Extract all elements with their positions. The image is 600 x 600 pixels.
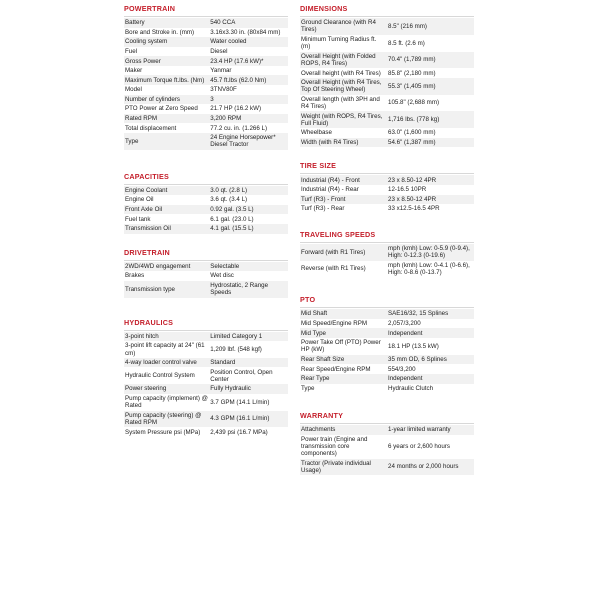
spec-row [124, 427, 288, 437]
spec-row [124, 18, 288, 28]
spec-label: Width (with R4 Tires) [300, 138, 387, 148]
spec-label: Battery [124, 18, 209, 28]
spec-label: Overall Height (with Folded ROPS, R4 Tires) [300, 52, 387, 69]
spec-value: 3.6 qt. (3.4 L) [209, 195, 288, 205]
spec-row [300, 309, 474, 319]
section-tire-size [300, 161, 474, 213]
spec-label: 4-way loader control valve [124, 358, 209, 368]
spec-row [300, 261, 474, 278]
spec-row [300, 204, 474, 214]
spec-label: Industrial (R4) - Front [300, 175, 387, 185]
section-pto [300, 295, 474, 393]
spec-value: 77.2 cu. in. (1.266 L) [209, 123, 288, 133]
section-capacities [124, 172, 288, 234]
section-title: CAPACITIES [124, 172, 288, 185]
spec-row [300, 364, 474, 374]
spec-label: Mid Type [300, 328, 387, 338]
spec-row [124, 384, 288, 394]
section-title: PTO [300, 295, 474, 308]
spec-row [300, 111, 474, 128]
spec-label: Total displacement [124, 123, 209, 133]
spec-label: Overall height (with R4 Tires) [300, 68, 387, 78]
spec-row [124, 47, 288, 57]
spec-label: Mid Speed/Engine RPM [300, 319, 387, 329]
spec-label: Turf (R3) - Front [300, 195, 387, 205]
spec-row [300, 338, 474, 355]
spec-label: Mid Shaft [300, 309, 387, 319]
spec-row [300, 319, 474, 329]
spec-value: 12-16.5 10PR [387, 185, 474, 195]
spec-label: Overall length (with 3PH and R4 Tires) [300, 95, 387, 112]
spec-value: SAE16/32, 15 Splines [387, 309, 474, 319]
spec-value: 85.8" (2,180 mm) [387, 68, 474, 78]
spec-label: Rear Type [300, 374, 387, 384]
spec-row [300, 175, 474, 185]
spec-label: Fuel [124, 47, 209, 57]
spec-row [124, 271, 288, 281]
spec-row [300, 185, 474, 195]
spec-label: Hydraulic Control System [124, 367, 209, 384]
spec-row [300, 78, 474, 95]
spec-value: Water cooled [209, 37, 288, 47]
spec-label: Rated RPM [124, 114, 209, 124]
spec-value: 2,439 psi (16.7 MPa) [209, 427, 288, 437]
spec-label: Power Take Off (PTO) Power HP (kW) [300, 338, 387, 355]
spec-label: Fuel tank [124, 214, 209, 224]
spec-row [124, 133, 288, 150]
spec-row [124, 85, 288, 95]
spec-value: 1,209 lbf. (548 kgf) [209, 341, 288, 358]
spec-label: PTO Power at Zero Speed [124, 104, 209, 114]
spec-value: 540 CCA [209, 18, 288, 28]
spec-label: Gross Power [124, 56, 209, 66]
spec-label: Transmission Oil [124, 224, 209, 234]
spec-label: 3-point lift capacity at 24" (61 cm) [124, 341, 209, 358]
spec-label: Forward (with R1 Tires) [300, 244, 387, 261]
spec-table [124, 262, 288, 298]
spec-row [300, 384, 474, 394]
spec-value: 23 x 8.50-12 4PR [387, 175, 474, 185]
spec-row [124, 341, 288, 358]
spec-row [300, 138, 474, 148]
spec-row [300, 374, 474, 384]
spec-value: Hydraulic Clutch [387, 384, 474, 394]
spec-label: Attachments [300, 425, 387, 435]
spec-value: Selectable [209, 262, 288, 272]
section-title: DIMENSIONS [300, 4, 474, 17]
spec-row [124, 104, 288, 114]
spec-row [124, 367, 288, 384]
spec-value: 3.16x3.30 in. (80x84 mm) [209, 28, 288, 38]
spec-label: 3-point hitch [124, 332, 209, 342]
spec-value: Independent [387, 374, 474, 384]
spec-table [300, 244, 474, 278]
spec-table [124, 332, 288, 437]
spec-value: 70.4" (1,789 mm) [387, 52, 474, 69]
spec-label: Brakes [124, 271, 209, 281]
section-dimensions [300, 4, 474, 147]
spec-row [124, 281, 288, 298]
spec-value: 2,057/3,200 [387, 319, 474, 329]
spec-label: Industrial (R4) - Rear [300, 185, 387, 195]
spec-value: mph (kmh) Low: 0-4.1 (0-6.6), High: 0-8.6 (0-13.7) [387, 261, 474, 278]
spec-row [124, 358, 288, 368]
spec-value: 554/3,200 [387, 364, 474, 374]
spec-value: 18.1 HP (13.5 kW) [387, 338, 474, 355]
spec-value: Fully Hydraulic [209, 384, 288, 394]
spec-row [124, 114, 288, 124]
spec-label: Wheelbase [300, 128, 387, 138]
spec-value: 3,200 RPM [209, 114, 288, 124]
spec-row [300, 355, 474, 365]
spec-table [300, 425, 474, 475]
spec-value: 8.5" (216 mm) [387, 18, 474, 35]
spec-row [124, 186, 288, 196]
spec-value: Wet disc [209, 271, 288, 281]
spec-label: Bore and Stroke in. (mm) [124, 28, 209, 38]
spec-row [124, 214, 288, 224]
spec-row [124, 332, 288, 342]
spec-value: 6 years or 2,600 hours [387, 435, 474, 459]
spec-value: 35 mm OD, 6 Splines [387, 355, 474, 365]
spec-value: Diesel [209, 47, 288, 57]
spec-label: Minimum Turning Radius ft. (m) [300, 35, 387, 52]
spec-label: Engine Oil [124, 195, 209, 205]
spec-value: 1,716 lbs. (778 kg) [387, 111, 474, 128]
spec-value: 23 x 8.50-12 4PR [387, 195, 474, 205]
spec-row [124, 394, 288, 411]
spec-table [124, 18, 288, 150]
spec-value: Standard [209, 358, 288, 368]
spec-row [300, 18, 474, 35]
section-title: HYDRAULICS [124, 318, 288, 331]
spec-label: System Pressure psi (MPa) [124, 427, 209, 437]
spec-row [124, 195, 288, 205]
section-hydraulics [124, 318, 288, 437]
spec-value: 0.92 gal. (3.5 L) [209, 205, 288, 215]
spec-value: 55.3" (1,405 mm) [387, 78, 474, 95]
spec-row [300, 425, 474, 435]
section-title: WARRANTY [300, 411, 474, 424]
spec-label: Power steering [124, 384, 209, 394]
spec-label: Turf (R3) - Rear [300, 204, 387, 214]
section-warranty [300, 411, 474, 475]
spec-label: Type [124, 133, 209, 150]
spec-value: Independent [387, 328, 474, 338]
spec-label: Type [300, 384, 387, 394]
spec-value: 3.0 qt. (2.8 L) [209, 186, 288, 196]
spec-label: Maximum Torque ft.lbs. (Nm) [124, 75, 209, 85]
spec-row [124, 28, 288, 38]
section-drivetrain [124, 248, 288, 298]
spec-row [300, 195, 474, 205]
spec-label: Pump capacity (steering) @ Rated RPM [124, 411, 209, 428]
spec-label: Reverse (with R1 Tires) [300, 261, 387, 278]
spec-label: Transmission type [124, 281, 209, 298]
spec-value: Hydrostatic, 2 Range Speeds [209, 281, 288, 298]
section-title: DRIVETRAIN [124, 248, 288, 261]
spec-row [300, 435, 474, 459]
spec-row [124, 95, 288, 105]
spec-row [124, 123, 288, 133]
spec-value: 1-year limited warranty [387, 425, 474, 435]
spec-value: 33 x12.5-16.5 4PR [387, 204, 474, 214]
spec-value: 3 [209, 95, 288, 105]
spec-row [300, 95, 474, 112]
spec-value: 4.1 gal. (15.5 L) [209, 224, 288, 234]
spec-label: Pump capacity (implement) @ Rated [125, 395, 208, 410]
spec-label: Cooling system [124, 37, 209, 47]
spec-row [124, 56, 288, 66]
spec-value: 24 months or 2,000 hours [387, 459, 474, 476]
section-title: POWERTRAIN [124, 4, 288, 17]
spec-value: 4.3 GPM (16.1 L/min) [209, 411, 288, 428]
spec-row [124, 75, 288, 85]
spec-label: Model [124, 85, 209, 95]
spec-row [300, 328, 474, 338]
spec-label: Rear Shaft Size [300, 355, 387, 365]
spec-row [124, 66, 288, 76]
spec-value: mph (kmh) Low: 0-5.9 (0-9.4), High: 0-12.3 (0-19.6) [387, 244, 474, 261]
spec-value: 63.0" (1,600 mm) [387, 128, 474, 138]
spec-row [300, 459, 474, 476]
spec-value: 3TNV80F [209, 85, 288, 95]
spec-label: Tractor (Private individual Usage) [300, 459, 387, 476]
right-column [300, 4, 474, 475]
spec-table [300, 175, 474, 213]
spec-label: Power train (Engine and transmission core components) [300, 435, 387, 459]
spec-value: 3.7 GPM (14.1 L/min) [209, 394, 288, 411]
spec-label: Ground Clearance (with R4 Tires) [300, 18, 387, 35]
section-title: TRAVELING SPEEDS [300, 230, 474, 243]
spec-label: Engine Coolant [124, 186, 209, 196]
spec-label: Overall Height (with R4 Tires, Top Of Steering Wheel) [300, 78, 387, 95]
spec-row [124, 224, 288, 234]
spec-table [300, 18, 474, 147]
section-powertrain [124, 4, 288, 150]
spec-row [300, 128, 474, 138]
spec-row [300, 52, 474, 69]
spec-value: 54.6" (1,387 mm) [387, 138, 474, 148]
spec-value: Yanmar [209, 66, 288, 76]
spec-table [124, 186, 288, 234]
spec-label: Front Axle Oil [124, 205, 209, 215]
spec-value: 23.4 HP (17.6 kW)* [209, 56, 288, 66]
section-traveling-speeds [300, 230, 474, 278]
spec-value: 24 Engine Horsepower* Diesel Tractor [209, 133, 288, 150]
spec-value: Limited Category 1 [209, 332, 288, 342]
section-title: TIRE SIZE [300, 161, 474, 174]
spec-row [124, 411, 288, 428]
spec-row [300, 244, 474, 261]
spec-value: 105.8" (2,688 mm) [387, 95, 474, 112]
spec-label: Maker [124, 66, 209, 76]
spec-label: Weight (with ROPS, R4 Tires, Full Fluid) [300, 111, 387, 128]
left-column [124, 4, 288, 437]
spec-value: 45.7 ft.lbs (62.0 Nm) [209, 75, 288, 85]
spec-value: 8.5 ft. (2.6 m) [387, 35, 474, 52]
spec-label: 2WD/4WD engagement [124, 262, 209, 272]
spec-row [124, 37, 288, 47]
spec-value: 21.7 HP (16.2 kW) [209, 104, 288, 114]
spec-row [124, 262, 288, 272]
spec-table [300, 309, 474, 393]
spec-row [300, 68, 474, 78]
spec-label: Rear Speed/Engine RPM [300, 364, 387, 374]
spec-label: Number of cylinders [124, 95, 209, 105]
spec-row [300, 35, 474, 52]
spec-row [124, 205, 288, 215]
spec-value: 6.1 gal. (23.0 L) [209, 214, 288, 224]
spec-value: Position Control, Open Center [209, 367, 288, 384]
